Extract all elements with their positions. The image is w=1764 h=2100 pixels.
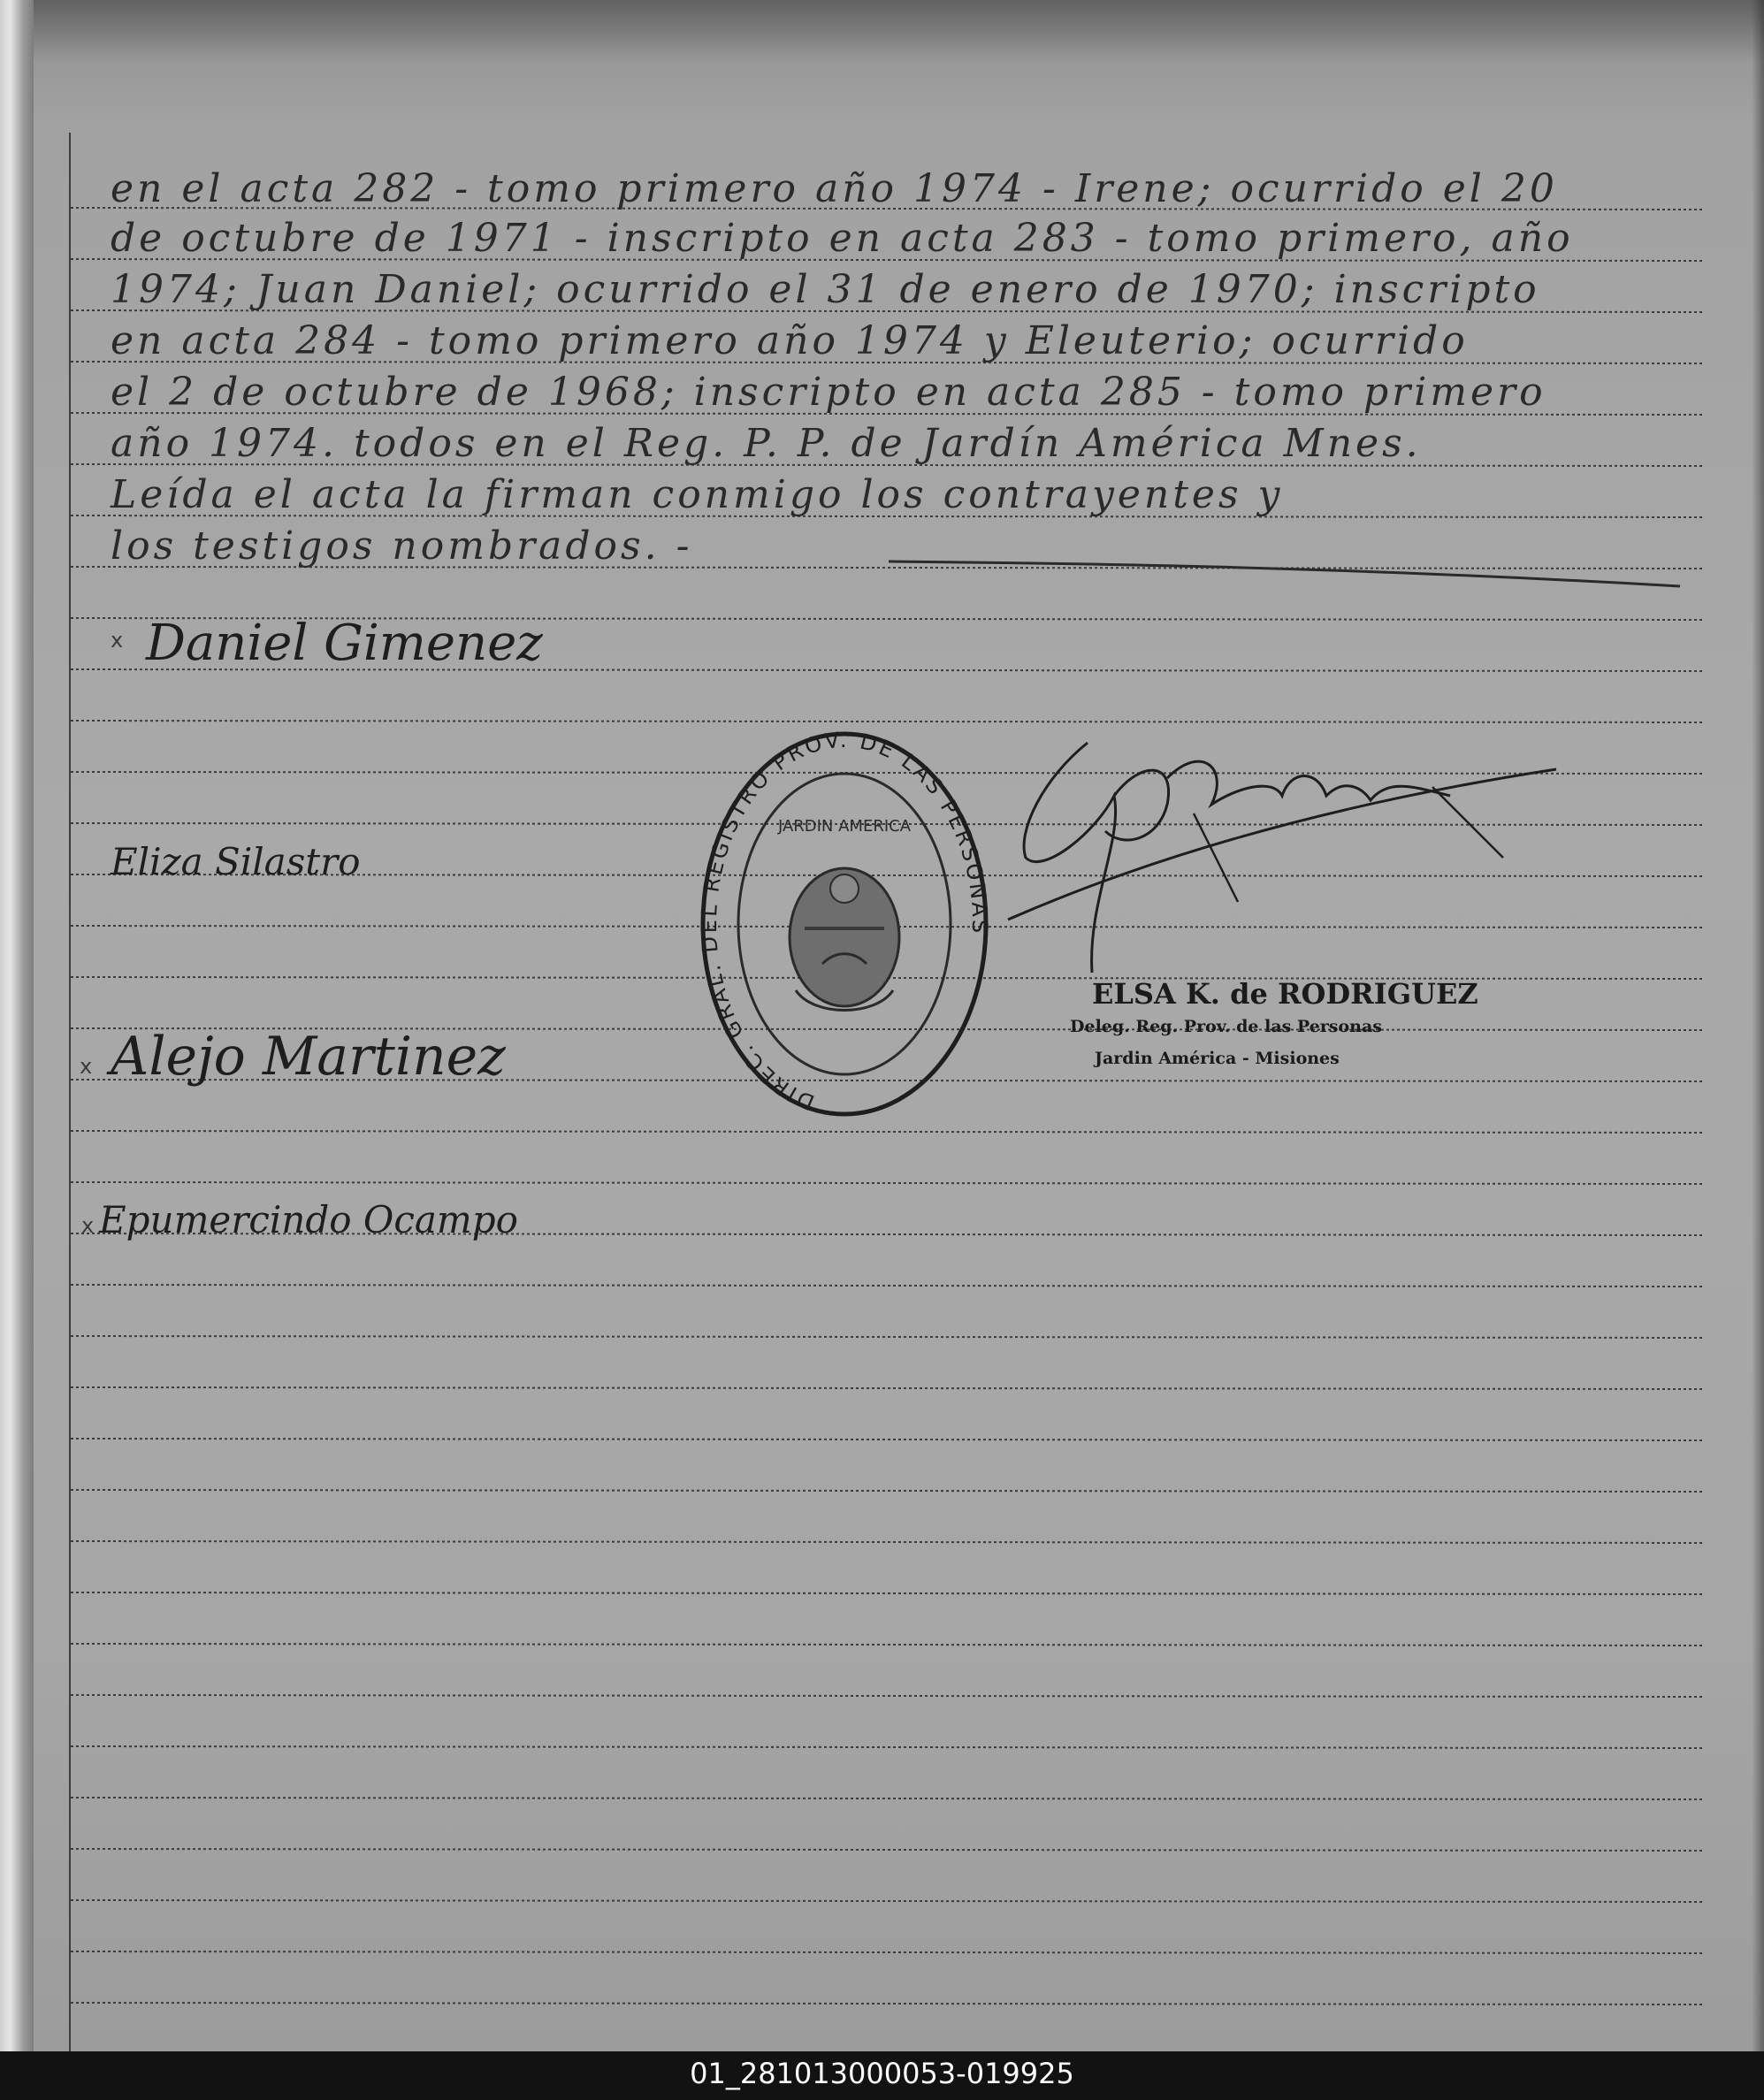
coat-of-arms-icon — [790, 868, 899, 1011]
official-signature-scrawl — [990, 725, 1565, 1008]
entry-line-6: año 1974. todos en el Reg. P. P. de Jardín América Mnes. — [111, 421, 1422, 466]
ruled-line — [71, 1336, 1702, 1338]
ruled-line — [71, 1285, 1702, 1287]
stamp-name: ELSA K. de RODRIGUEZ — [1092, 977, 1478, 1011]
signature-mark-1: x — [111, 628, 124, 653]
ruled-line — [71, 1900, 1702, 1902]
signature-mark-4: x — [81, 1213, 95, 1238]
signature-second: Eliza Silastro — [111, 840, 361, 883]
signature-third: Alejo Martinez — [111, 1026, 506, 1088]
signature-mark-3: x — [80, 1054, 93, 1079]
entry-line-1: en el acta 282 - tomo primero año 1974 - Irene; ocurrido el 20 — [111, 166, 1558, 211]
ruled-line — [71, 1387, 1702, 1389]
ruled-line — [71, 1849, 1702, 1851]
ruled-line — [71, 1490, 1702, 1492]
seal-ring-text: DIREC. GRAL. DEL REGISTRO PROV. DE LAS PERSONAS — [697, 727, 993, 1115]
ruled-line — [71, 1439, 1702, 1440]
ruled-line — [71, 1695, 1702, 1697]
entry-line-8: los testigos nombrados. - — [111, 523, 693, 569]
ruled-line — [71, 1182, 1702, 1184]
image-id-caption: 01_281013000053-019925 — [690, 2057, 1074, 2090]
signature-first: Daniel Gimenez — [146, 615, 543, 672]
ruled-line — [71, 1746, 1702, 1748]
entry-line-5: el 2 de octubre de 1968; inscripto en acta 285 - tomo primero — [111, 370, 1546, 415]
registry-seal — [690, 725, 999, 1132]
stamp-place: Jardin América - Misiones — [1095, 1049, 1340, 1068]
stamp-role: Deleg. Reg. Prov. de las Personas — [1070, 1017, 1383, 1036]
entry-line-3: 1974; Juan Daniel; ocurrido el 31 de enero de 1970; inscripto — [111, 267, 1540, 312]
ruled-line — [71, 1951, 1702, 1953]
closing-line — [884, 544, 1698, 597]
ruled-line — [71, 1798, 1702, 1799]
entry-line-7: Leída el acta la firman conmigo los contrayentes y — [111, 472, 1284, 517]
ruled-line — [71, 1644, 1702, 1646]
seal-inner-text: JARDIN AMERICA — [777, 817, 912, 836]
margin-line — [69, 133, 71, 2051]
entry-line-4: en acta 284 - tomo primero año 1974 y Eleuterio; ocurrido — [111, 318, 1469, 363]
signature-fourth: Epumercindo Ocampo — [99, 1198, 518, 1241]
ruled-line — [71, 2003, 1702, 2005]
entry-line-2: de octubre de 1971 - inscripto en acta 283 - tomo primero, año — [111, 216, 1574, 261]
ruled-line — [71, 1592, 1702, 1594]
ruled-line — [71, 1541, 1702, 1543]
footer-bar — [0, 2051, 1764, 2100]
ruled-line — [71, 721, 1702, 722]
